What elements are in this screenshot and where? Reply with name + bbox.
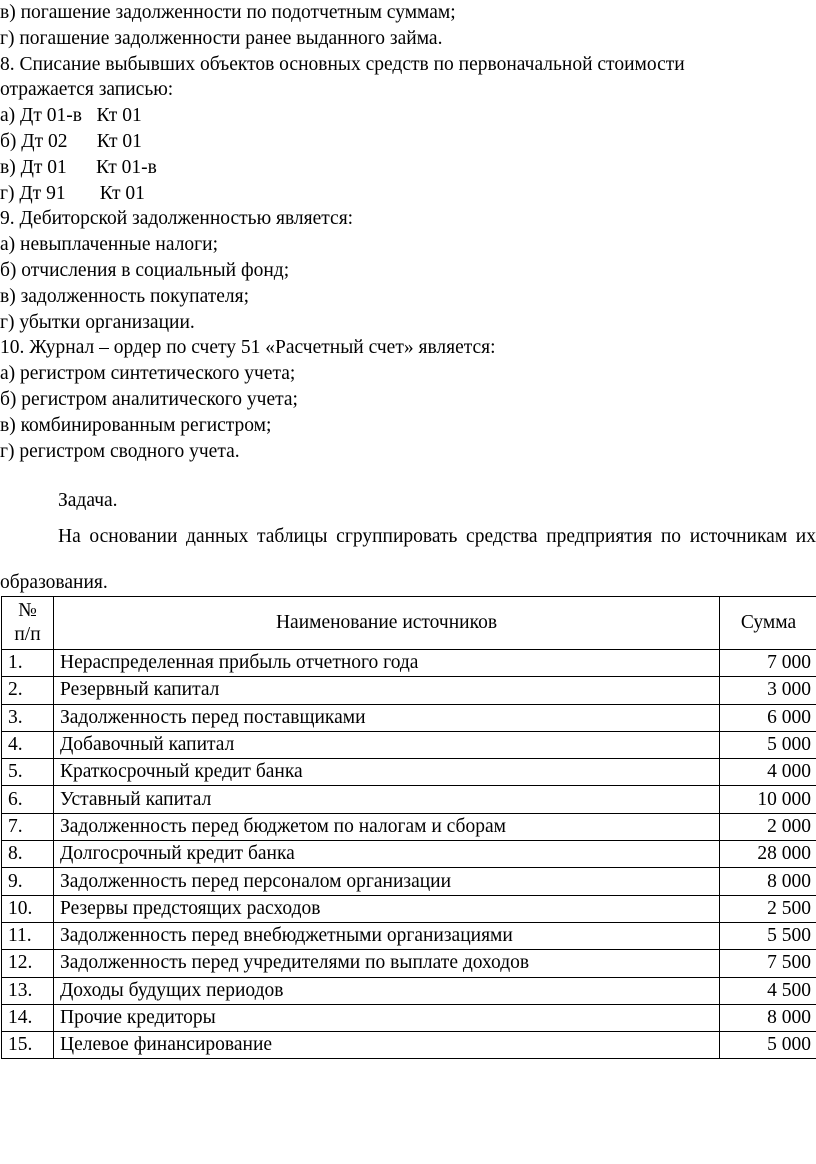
table-row <box>2 922 816 949</box>
row-sum: 4 500 <box>720 977 816 1004</box>
row-name: Долгосрочный кредит банка <box>54 841 720 868</box>
row-num: 13. <box>2 977 54 1004</box>
table-row <box>2 950 816 977</box>
row-name: Задолженность перед бюджетом по налогам и сборам <box>54 813 720 840</box>
answer-option: б) регистром аналитического учета; <box>0 388 298 410</box>
row-name: Задолженность перед учредителями по выплате доходов <box>54 950 720 977</box>
table-row <box>2 895 816 922</box>
row-num: 6. <box>2 786 54 813</box>
row-sum: 28 000 <box>720 841 816 868</box>
task-section <box>0 486 816 606</box>
answer-option: в) комбинированным регистром; <box>0 414 272 436</box>
row-name: Добавочный капитал <box>54 731 720 758</box>
question-9: 9. Дебиторской задолженностью является: <box>0 208 354 230</box>
row-name: Нераспределенная прибыль отчетного года <box>54 650 720 677</box>
row-num: 12. <box>2 950 54 977</box>
table-row <box>2 977 816 1004</box>
row-sum: 2 000 <box>720 813 816 840</box>
answer-option: г) Дт 91 Кт 01 <box>0 182 145 204</box>
text-line: г) погашение задолженности ранее выданного займа. <box>0 27 443 49</box>
row-sum: 4 000 <box>720 759 816 786</box>
row-num: 11. <box>2 922 54 949</box>
table-row <box>2 1032 816 1059</box>
header-name: Наименование источников <box>54 597 720 650</box>
question-8: 8. Списание выбывших объектов основных средств по первоначальной стоимости <box>0 53 685 75</box>
task-title: Задача. <box>58 490 118 511</box>
answer-option: г) регистром сводного учета. <box>0 440 240 462</box>
table-row <box>2 868 816 895</box>
answer-option: а) Дт 01-в Кт 01 <box>0 105 142 127</box>
questions-text <box>0 0 816 464</box>
row-sum: 8 000 <box>720 1004 816 1031</box>
row-num: 7. <box>2 813 54 840</box>
row-num: 14. <box>2 1004 54 1031</box>
answer-option: б) Дт 02 Кт 01 <box>0 130 142 152</box>
question-10: 10. Журнал – ордер по счету 51 «Расчетный счет» является: <box>0 337 496 359</box>
table-header-row <box>2 597 816 650</box>
row-sum: 5 500 <box>720 922 816 949</box>
answer-option: в) Дт 01 Кт 01-в <box>0 156 157 178</box>
row-num: 4. <box>2 731 54 758</box>
row-name: Прочие кредиторы <box>54 1004 720 1031</box>
table-row <box>2 841 816 868</box>
row-sum: 7 500 <box>720 950 816 977</box>
row-num: 5. <box>2 759 54 786</box>
header-num: № п/п <box>2 597 54 650</box>
row-name: Резервы предстоящих расходов <box>54 895 720 922</box>
row-num: 8. <box>2 841 54 868</box>
answer-option: а) невыплаченные налоги; <box>0 234 219 256</box>
row-name: Задолженность перед персоналом организации <box>54 868 720 895</box>
header-sum: Сумма <box>720 597 816 650</box>
row-sum: 3 000 <box>720 677 816 704</box>
table-row <box>2 759 816 786</box>
table-row <box>2 677 816 704</box>
answer-option: в) задолженность покупателя; <box>0 285 250 307</box>
table-row <box>2 1004 816 1031</box>
row-sum: 7 000 <box>720 650 816 677</box>
row-name: Уставный капитал <box>54 786 720 813</box>
row-name: Доходы будущих периодов <box>54 977 720 1004</box>
row-name: Задолженность перед внебюджетными организациями <box>54 922 720 949</box>
row-sum: 8 000 <box>720 868 816 895</box>
text-line: отражается записью: <box>0 79 174 101</box>
task-text: На основании данных таблицы сгруппировать средства предприятия по источникам их образования. <box>0 526 816 593</box>
text-line: в) погашение задолженности по подотчетным суммам; <box>0 2 456 23</box>
row-name: Целевое финансирование <box>54 1032 720 1059</box>
row-num: 3. <box>2 704 54 731</box>
row-num: 10. <box>2 895 54 922</box>
row-sum: 6 000 <box>720 704 816 731</box>
row-sum: 10 000 <box>720 786 816 813</box>
table-row <box>2 704 816 731</box>
row-name: Резервный капитал <box>54 677 720 704</box>
row-num: 1. <box>2 650 54 677</box>
table-row <box>2 786 816 813</box>
sources-table <box>1 596 816 1059</box>
row-sum: 5 000 <box>720 731 816 758</box>
row-name: Задолженность перед поставщиками <box>54 704 720 731</box>
table-row <box>2 813 816 840</box>
row-sum: 5 000 <box>720 1032 816 1059</box>
row-num: 9. <box>2 868 54 895</box>
table-row <box>2 731 816 758</box>
answer-option: а) регистром синтетического учета; <box>0 363 296 385</box>
row-name: Краткосрочный кредит банка <box>54 759 720 786</box>
table-row <box>2 650 816 677</box>
answer-option: б) отчисления в социальный фонд; <box>0 259 290 281</box>
row-num: 2. <box>2 677 54 704</box>
row-sum: 2 500 <box>720 895 816 922</box>
row-num: 15. <box>2 1032 54 1059</box>
answer-option: г) убытки организации. <box>0 311 195 333</box>
